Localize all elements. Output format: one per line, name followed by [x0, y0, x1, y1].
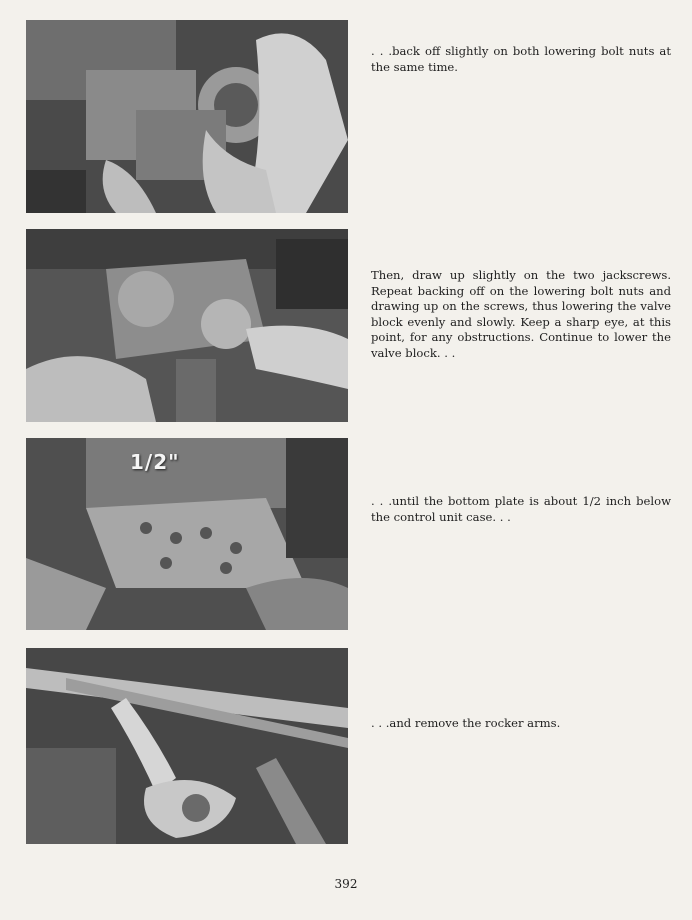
half-inch-label: 1/2"	[130, 450, 180, 474]
photo-4-rocker-arms	[26, 648, 348, 844]
page-number: 392	[334, 877, 358, 891]
photo-3-caption: . . .until the bottom plate is about 1/2 inch below the control unit case. . .	[371, 494, 671, 524]
photo-2-caption: Then, draw up slightly on the two jackscrews. Repeat backing off on the lowering bolt nuts and drawing up on the screws, thus lowering the valve block evenly and slowly. Keep a sharp eye, at this point, for any obstructions. Continue to lower the valve block. . .	[371, 268, 671, 360]
photo-1-lowering-bolt-nuts	[26, 20, 348, 213]
photo-4-caption: . . .and remove the rocker arms.	[371, 716, 561, 730]
photo-3-bottom-plate	[26, 438, 348, 630]
photo-2-jackscrews	[26, 229, 348, 422]
photo-1-caption: . . .back off slightly on both lowering bolt nuts at the same time.	[371, 44, 671, 74]
